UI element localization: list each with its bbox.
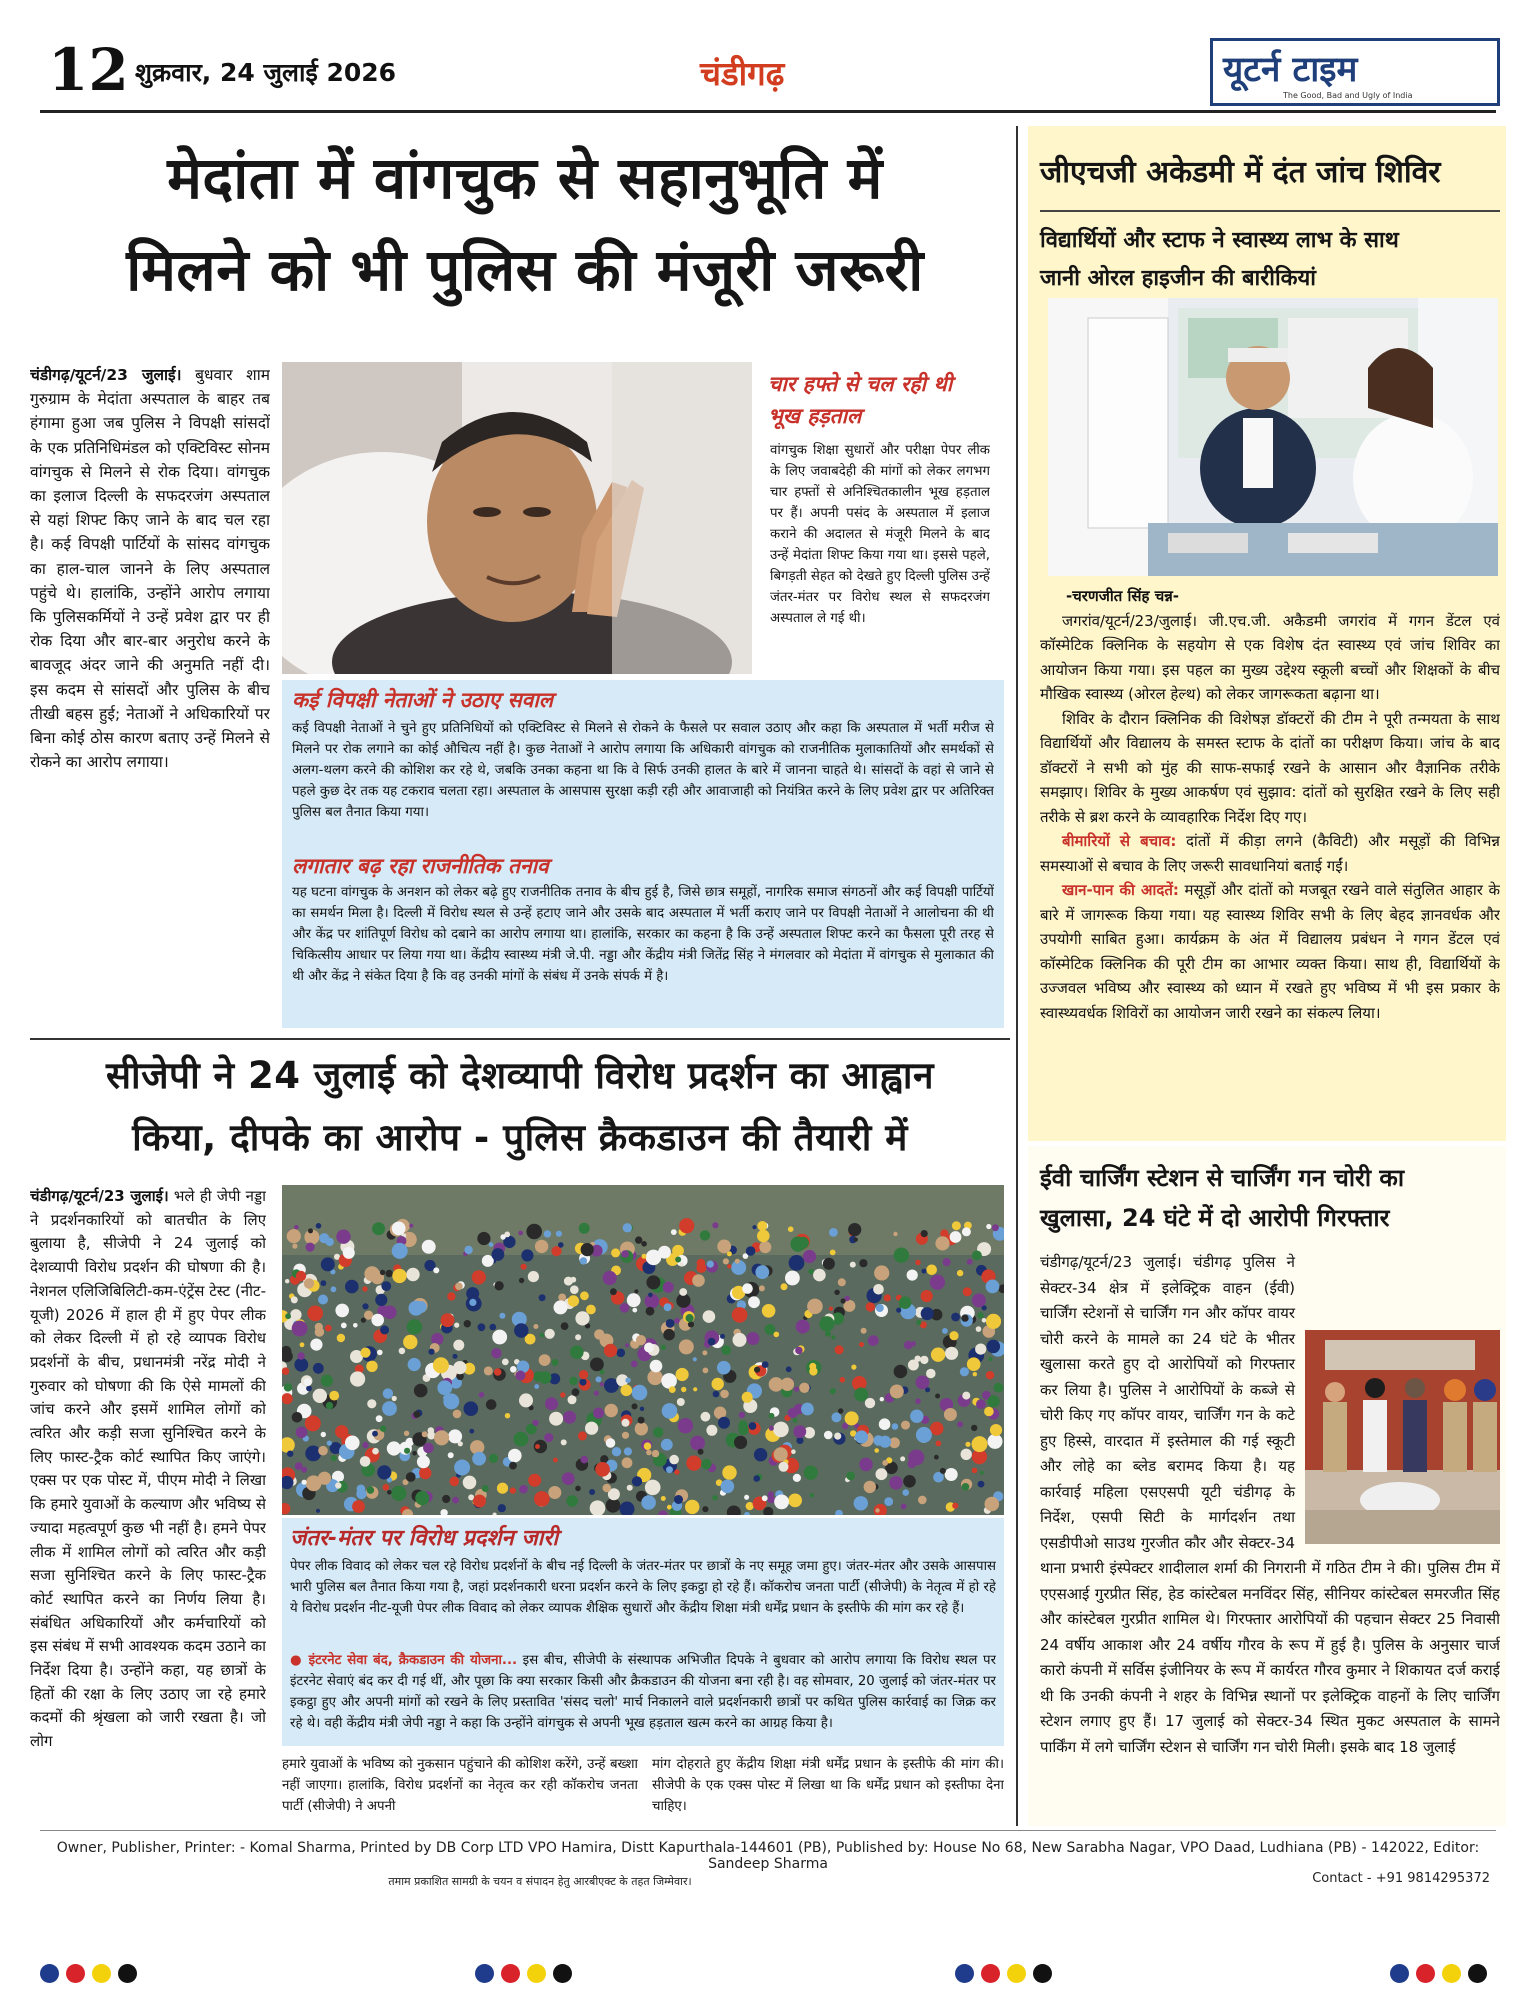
reg-dot xyxy=(527,1964,546,1983)
reg-dot xyxy=(92,1964,111,1983)
story2-col3: मांग दोहराते हुए केंद्रीय शिक्षा मंत्री धर्मेंद्र प्रधान के इस्तीफे की मांग की। सीजेपी के एक एक्स पोस्ट में लिखा था कि धर्मेंद्र प्रधान को इस्तीफा देना चाहिए। xyxy=(652,1757,1004,1814)
reg-dot xyxy=(1416,1964,1435,1983)
reg-dot xyxy=(981,1964,1000,1983)
wangchuk-photo-illustration xyxy=(282,362,752,674)
reg-dot xyxy=(66,1964,85,1983)
story3-subhead-line2: जानी ओरल हाइजीन की बारीकियां xyxy=(1040,266,1317,291)
registration-marks-center-left xyxy=(475,1964,572,1984)
page-number: 12 xyxy=(48,36,129,104)
story1-headline-line2: मिलने को भी पुलिस की मंजूरी जरूरी xyxy=(126,236,924,304)
story1-box-body1: कई विपक्षी नेताओं ने चुने हुए प्रतिनिधियों को एक्टिविस्ट से मिलने से रोकने के फैसले पर सवाल उठाए और कहा कि अस्पताल में भर्ती मरीज से मिलने पर रोक लगाने का कोई औचित्य नहीं है। कुछ नेताओं ने आरोप लगाया कि अधिकारी वांगचुक को राजनीतिक मुलाकातियों और समर्थकों से अलग-थलग करने की कोशिश कर रहे थे, जबकि उनका कहना था कि वे सिर्फ उनकी हालत के बारे में जानना चाहते थे। सांसदों के वहां से जाने से पहले कुछ देर तक यह टकराव चलता रहा। अस्पताल के आसपास सुरक्षा कड़ी रही और आवाजाही को नियंत्रित करने के लिए प्रवेश द्वार पर अतिरिक्त पुलिस बल तैनात किया गया। xyxy=(292,721,994,820)
story1-box-heading2: लगातार बढ़ रहा राजनीतिक तनाव xyxy=(292,854,549,878)
protest-crowd-photo xyxy=(282,1185,1004,1515)
story3-para3 xyxy=(1040,829,1500,878)
story-divider xyxy=(30,1038,1010,1040)
story2-dateline: चंडीगढ़/यूटर्न/23 जुलाई। xyxy=(30,1187,169,1205)
story2-col2: हमारे युवाओं के भविष्य को नुकसान पहुंचाने की कोशिश करेंगे, उन्हें बख्शा नहीं जाएगा। हालांकि, विरोध प्रदर्शनों का नेतृत्व कर रही कॉकरोच जनता पार्टी (सीजेपी) ने अपनी xyxy=(282,1757,638,1814)
arrest-photo-illustration xyxy=(1305,1330,1500,1544)
story1-dateline: चंडीगढ़/यूटर्न/23 जुलाई। xyxy=(30,366,182,384)
story2-bullet-lead: इंटरनेट सेवा बंद, क्रैकडाउन की योजना... xyxy=(308,1653,518,1668)
story3-para4 xyxy=(1040,878,1500,1025)
masthead-logo xyxy=(1210,38,1500,106)
column-rule xyxy=(1016,126,1018,1826)
reg-dot xyxy=(475,1964,494,1983)
story1-headline xyxy=(40,132,1010,316)
story3-headline: जीएचजी अकेडमी में दंत जांच शिविर xyxy=(1040,155,1441,190)
story2-body xyxy=(30,1185,266,1825)
story3-rule xyxy=(1040,210,1500,212)
story3-para3-text: दांतों में कीड़ा लगने (कैविटी) और मसूड़ों की विभिन्न समस्याओं से बचाव के लिए जरूरी सावधानियां बताई गईं। xyxy=(1040,832,1500,875)
story4-body xyxy=(1040,1250,1500,1825)
story4-para-top: चंडीगढ़/यूटर्न/23 जुलाई। चंडीगढ़ पुलिस ने सेक्टर-34 क्षेत्र में इलेक्ट्रिक वाहन (ईवी) चार्जिंग स्टेशनों से चार्जिंग गन और कॉपर वायर चोरी करने के मामले का 24 घंटे के भीतर खुलासा करते हुए दो आरोपियों को गिरफ्तार कर लिया है। पुलिस ने आरोपियों के कब्जे से चोरी किए गए कॉपर वायर, चार्जिंग गन के कटे हुए हिस्से, वारदात में इस्तेमाल की गई स्कूटी और लोहे का ब्लेड बरामद किया है। यह कार्रवाई महिला एसएसपी यूटी चंडीगढ़ के निर्देश, एसपी सिटी के मार्गदर्शन तथा xyxy=(1040,1253,1295,1526)
story2-body-text: भले ही जेपी नड्डा ने प्रदर्शनकारियों को बातचीत के लिए बुलाया है, सीजेपी ने 24 जुलाई को देशव्यापी विरोध प्रदर्शन की घोषणा की है। नेशनल एलिजिबिलिटी-कम-एंट्रेंस टेस्ट (नीट-यूजी) 2026 में हाल ही में हुए पेपर लीक को लेकर दिल्ली में हो रहे व्यापक विरोध प्रदर्शनों के बीच, प्रधानमंत्री नरेंद्र मोदी ने गुरुवार को घोषणा की कि ऐसे मामलों की जांच करने और इसमें शामिल लोगों को त्वरित और कड़ी सजा सुनिश्चित करने के लिए फास्ट-ट्रैक कोर्ट स्थापित किए जाएंगे। एक्स पर एक पोस्ट में, पीएम मोदी ने लिखा कि हमारे युवाओं के कल्याण और भविष्य से ज्यादा महत्वपूर्ण कुछ भी नहीं है। हमने पेपर लीक में शामिल लोगों को त्वरित और कड़ी सजा सुनिश्चित करने के लिए फास्ट-ट्रैक कोर्ट स्थापित करने का निर्णय लिया है। संबंधित अधिकारियों और कर्मचारियों को इस संबंध में सभी आवश्यक कदम उठाने का निर्देश दिया है। उन्होंने कहा, यह छात्रों के हितों की रक्षा के लिए उठाए जा रहे हमारे कदमों की श्रृंखला को जारी रखता है। जो लोग xyxy=(30,1187,266,1751)
story1-box-heading1: कई विपक्षी नेताओं ने उठाए सवाल xyxy=(292,688,554,712)
story2-headline-line1: सीजेपी ने 24 जुलाई को देशव्यापी विरोध प्रदर्शन का आह्वान xyxy=(106,1054,934,1097)
story2-bullet-body: इस बीच, सीजेपी के संस्थापक अभिजीत दिपके ने बुधवार को आरोप लगाया कि विरोध स्थल पर इंटरनेट सेवाएं बंद कर दी गई थीं, और पूछा कि क्या सरकार किसी और क्रैकडाउन की योजना बना रही है। वह सोमवार, 20 जुलाई को जंतर-मंतर पर इकट्ठा हुए और अपनी मांगों को रखने के लिए प्रस्तावित 'संसद चलो' मार्च निकालने वाले प्रदर्शनकारी छात्रों पर कथित पुलिस कार्रवाई का जिक्र कर रहे थे। वही केंद्रीय मंत्री जेपी नड्डा ने कहा कि उन्होंने वांगचुक से अपनी भूख हड़ताल खत्म करने का आग्रह किया है। xyxy=(290,1653,996,1731)
story3-byline: -चरणजीत सिंह चन्न- xyxy=(1066,587,1180,605)
dental-camp-illustration xyxy=(1048,298,1498,576)
bullet-icon: ● xyxy=(290,1653,303,1668)
story1-body-text: बुधवार शाम गुरुग्राम के मेदांता अस्पताल के बाहर तब हंगामा हुआ जब पुलिस ने विपक्षी सांसदों के एक प्रतिनिधिमंडल को एक्टिविस्ट सोनम वांगचुक से मिलने से रोक दिया। वांगचुक का इलाज दिल्ली के सफदरजंग अस्पताल से यहां शिफ्ट किए जाने के बाद चल रहा है। कई विपक्षी पार्टियों के सांसद वांगचुक का हाल-चाल जानने के लिए अस्पताल पहुंचे थे। हालांकि, उन्होंने आरोप लगाया कि पुलिसकर्मियों ने उन्हें प्रवेश द्वार पर ही रोक दिया और बार-बार अनुरोध करने के बावजूद अंदर जाने की अनुमति नहीं दी। इस कदम से सांसदों और पुलिस के बीच तीखी बहस हुई; नेताओं ने अधिकारियों पर बिना कोई ठोस कारण बताए उन्हें मिलने से रोकने का आरोप लगाया। xyxy=(30,366,270,772)
footer-rule xyxy=(40,1830,1496,1831)
story3-subhead-line1: विद्यार्थियों और स्टाफ ने स्वास्थ्य लाभ के साथ xyxy=(1040,228,1399,253)
story3-subhead xyxy=(1040,222,1500,298)
story1-side-heading: चार हफ्ते से चल रही थी भूख हड़ताल xyxy=(768,372,953,428)
arrest-photo xyxy=(1305,1330,1500,1544)
reg-dot xyxy=(553,1964,572,1983)
story3-para2: शिविर के दौरान क्लिनिक की विशेषज्ञ डॉक्टरों की टीम ने पूरी तन्मयता के साथ विद्यार्थियों और विद्यालय के समस्त स्टाफ के दांतों का परीक्षण किया। जांच के बाद डॉक्टरों ने सभी को मुंह की साफ-सफाई रखने के आसान और वैज्ञानिक तरीके समझाए। शिविर के मुख्य आकर्षण एवं सुझाव: दांतों को सुरक्षित रखने के लिए सही तरीके से ब्रश करने के व्यावहारिक निर्देश दिए गए। xyxy=(1040,709,1500,826)
story3-para1: जगरांव/यूटर्न/23/जुलाई। जी.एच.जी. अकैडमी जगरांव में गगन डेंटल एवं कॉस्मेटिक क्लिनिक के सहयोग से एक विशेष दंत स्वास्थ्य एवं जांच शिविर का आयोजन किया गया। इस पहल का मुख्य उद्देश्य स्कूली बच्चों और शिक्षकों के बीच मौखिक स्वास्थ्य (ओरल हेल्थ) को लेकर जागरूकता बढ़ाना था। xyxy=(1040,611,1500,703)
wangchuk-photo xyxy=(282,362,752,674)
reg-dot xyxy=(1007,1964,1026,1983)
story4-headline-line1: ईवी चार्जिंग स्टेशन से चार्जिंग गन चोरी का xyxy=(1040,1164,1405,1192)
story3-para4-text: मसूड़ों और दांतों को मजबूत रखने वाले संतुलित आहार के बारे में जागरूक किया गया। यह स्वास्थ्य शिविर सभी के लिए बेहद ज्ञानवर्धक और उपयोगी साबित हुआ। कार्यक्रम के अंत में विद्यालय प्रबंधन ने गगन डेंटल एवं कॉस्मेटिक क्लिनिक की पूरी टीम का आभार व्यक्त किया। साथ ही, विद्यार्थियों के उज्जवल भविष्य और स्वास्थ्य को ध्यान में रखते हुए भविष्य में भी इस प्रकार के स्वास्थ्यवर्धक शिविरों का आयोजन जारी रखने का संकल्प लिया। xyxy=(1040,881,1500,1022)
story4-headline-line2: खुलासा, 24 घंटे में दो आरोपी गिरफ्तार xyxy=(1040,1204,1390,1232)
footer-contact: Contact - +91 9814295372 xyxy=(1312,1871,1490,1886)
logo-tagline: The Good, Bad and Ugly of India xyxy=(1283,91,1413,100)
dental-camp-photo xyxy=(1048,298,1498,576)
reg-dot xyxy=(1442,1964,1461,1983)
story1-body xyxy=(30,363,270,1068)
story3-body xyxy=(1040,584,1500,1139)
footer-imprint: Owner, Publisher, Printer: - Komal Sharma, Printed by DB Corp LTD VPO Hamira, Distt Kapurthala-144601 (PB), Published by: House No 68, New Sarabha Nagar, VPO Daad, Ludhiana (PB) - 142022, Editor: Sandeep Sharma xyxy=(56,1840,1480,1872)
story2-caption-heading: जंतर-मंतर पर विरोध प्रदर्शन जारी xyxy=(290,1526,559,1551)
story3-lead4: खान-पान की आदतें: xyxy=(1062,881,1179,899)
story4-headline xyxy=(1040,1158,1506,1238)
protest-crowd-illustration xyxy=(282,1185,1004,1515)
story3-lead3: बीमारियों से बचाव: xyxy=(1062,832,1177,850)
registration-marks-left xyxy=(40,1964,137,1984)
section-city: चंडीगढ़ xyxy=(700,54,785,93)
issue-date: शुक्रवार, 24 जुलाई 2026 xyxy=(135,58,397,87)
reg-dot xyxy=(501,1964,520,1983)
footer-disclaimer: तमाम प्रकाशित सामग्री के चयन व संपादन हेतु आरबीएक्ट के तहत जिम्मेवार। xyxy=(388,1875,692,1888)
story4-para-bottom: एसडीपीओ साउथ गुरजीत कौर और सेक्टर-34 थाना प्रभारी इंस्पेक्टर शादीलाल शर्मा की निगरानी में गठित टीम ने की। पुलिस टीम में एएसआई गुरप्रीत सिंह, हेड कांस्टेबल मनविंदर सिंह, सीनियर कांस्टेबल समरजीत सिंह और कांस्टेबल गुरप्रीत शामिल थे। गिरफ्तार आरोपियों की पहचान सेक्टर 25 निवासी 24 वर्षीय आकाश और 24 वर्षीय गौरव के रूप में हुई है। पुलिस के अनुसार चार्ज कारो कंपनी में सर्विस इंजीनियर के रूप में कार्यरत गौरव कुमार ने शिकायत दर्ज कराई थी कि उनकी कंपनी ने शहर के विभिन्न स्थानों पर इलेक्ट्रिक वाहनों के लिए चार्जिंग स्टेशन लगाए हुए हैं। 17 जुलाई को सेक्टर-34 स्थित मुकट अस्पताल के सामने पार्किंग में लगे चार्जिंग स्टेशन से चार्जिंग गन चोरी मिली। इसके बाद 18 जुलाई xyxy=(1040,1533,1500,1756)
header-rule xyxy=(40,110,1496,113)
reg-dot xyxy=(955,1964,974,1983)
reg-dot xyxy=(40,1964,59,1983)
reg-dot xyxy=(1033,1964,1052,1983)
reg-dot xyxy=(118,1964,137,1983)
reg-dot xyxy=(1390,1964,1409,1983)
story1-side-body: वांगचुक शिक्षा सुधारों और परीक्षा पेपर लीक के लिए जवाबदेही की मांगों को लेकर लगभग चार हफ्तों से अनिश्चितकालीन भूख हड़ताल पर हैं। अपनी पसंद के अस्पताल में इलाज कराने की अदालत से मंजूरी मिलने के बाद उन्हें मेदांता शिफ्ट किया गया था। इससे पहले, बिगड़ती सेहत को देखते हुए दिल्ली पुलिस उन्हें जंतर-मंतर पर विरोध स्थल से सफदरजंग अस्पताल ले गई थी। xyxy=(770,443,990,626)
story1-box-body2: यह घटना वांगचुक के अनशन को लेकर बढ़े हुए राजनीतिक तनाव के बीच हुई है, जिसे छात्र समूहों, नागरिक समाज संगठनों और कई विपक्षी पार्टियों का समर्थन मिला है। दिल्ली में विरोध स्थल से उन्हें हटाए जाने और उसके बाद अस्पताल में भर्ती कराए जाने पर विपक्षी नेताओं ने आलोचना की थी और केंद्र पर शांतिपूर्ण विरोध को दबाने का आरोप लगाया था। हालांकि, सरकार का कहना है कि उन्हें अस्पताल शिफ्ट करने का फैसला पूरी तरह से चिकित्सीय आधार पर लिया गया था। केंद्रीय स्वास्थ्य मंत्री जे.पी. नड्डा और केंद्रीय मंत्री जितेंद्र सिंह ने मंगलवार को मेदांता में वांगचुक से मुलाकात की थी और केंद्र ने संकेत दिया है कि वह उनकी मांगों के संबंध में उनके संपर्क में है। xyxy=(292,885,994,984)
story2-caption-body: पेपर लीक विवाद को लेकर चल रहे विरोध प्रदर्शनों के बीच नई दिल्ली के जंतर-मंतर पर छात्रों के नए समूह जमा हुए। जंतर-मंतर और उसके आसपास भारी पुलिस बल तैनात किया गया है, जहां प्रदर्शनकारी धरना प्रदर्शन करने के लिए इकट्ठा हो रहे हैं। कॉकरोच जनता पार्टी (सीजेपी) के नेतृत्व में हो रहे ये विरोध प्रदर्शन नीट-यूजी पेपर लीक विवाद को लेकर व्यापक शैक्षिक सुधारों और केंद्रीय शिक्षा मंत्री धर्मेंद्र प्रधान के इस्तीफे की मांग कर रहे हैं। xyxy=(290,1559,996,1616)
registration-marks-center-right xyxy=(955,1964,1052,1984)
story2-headline-line2: किया, दीपके का आरोप - पुलिस क्रैकडाउन की तैयारी में xyxy=(132,1116,908,1159)
reg-dot xyxy=(1468,1964,1487,1983)
logo-name: यूटर्न टाइम xyxy=(1223,50,1358,90)
registration-marks-right xyxy=(1390,1964,1487,1984)
story2-headline xyxy=(30,1045,1010,1169)
story1-headline-line1: मेदांता में वांगचुक से सहानुभूति में xyxy=(167,144,883,212)
story2-bullet xyxy=(290,1650,996,1742)
